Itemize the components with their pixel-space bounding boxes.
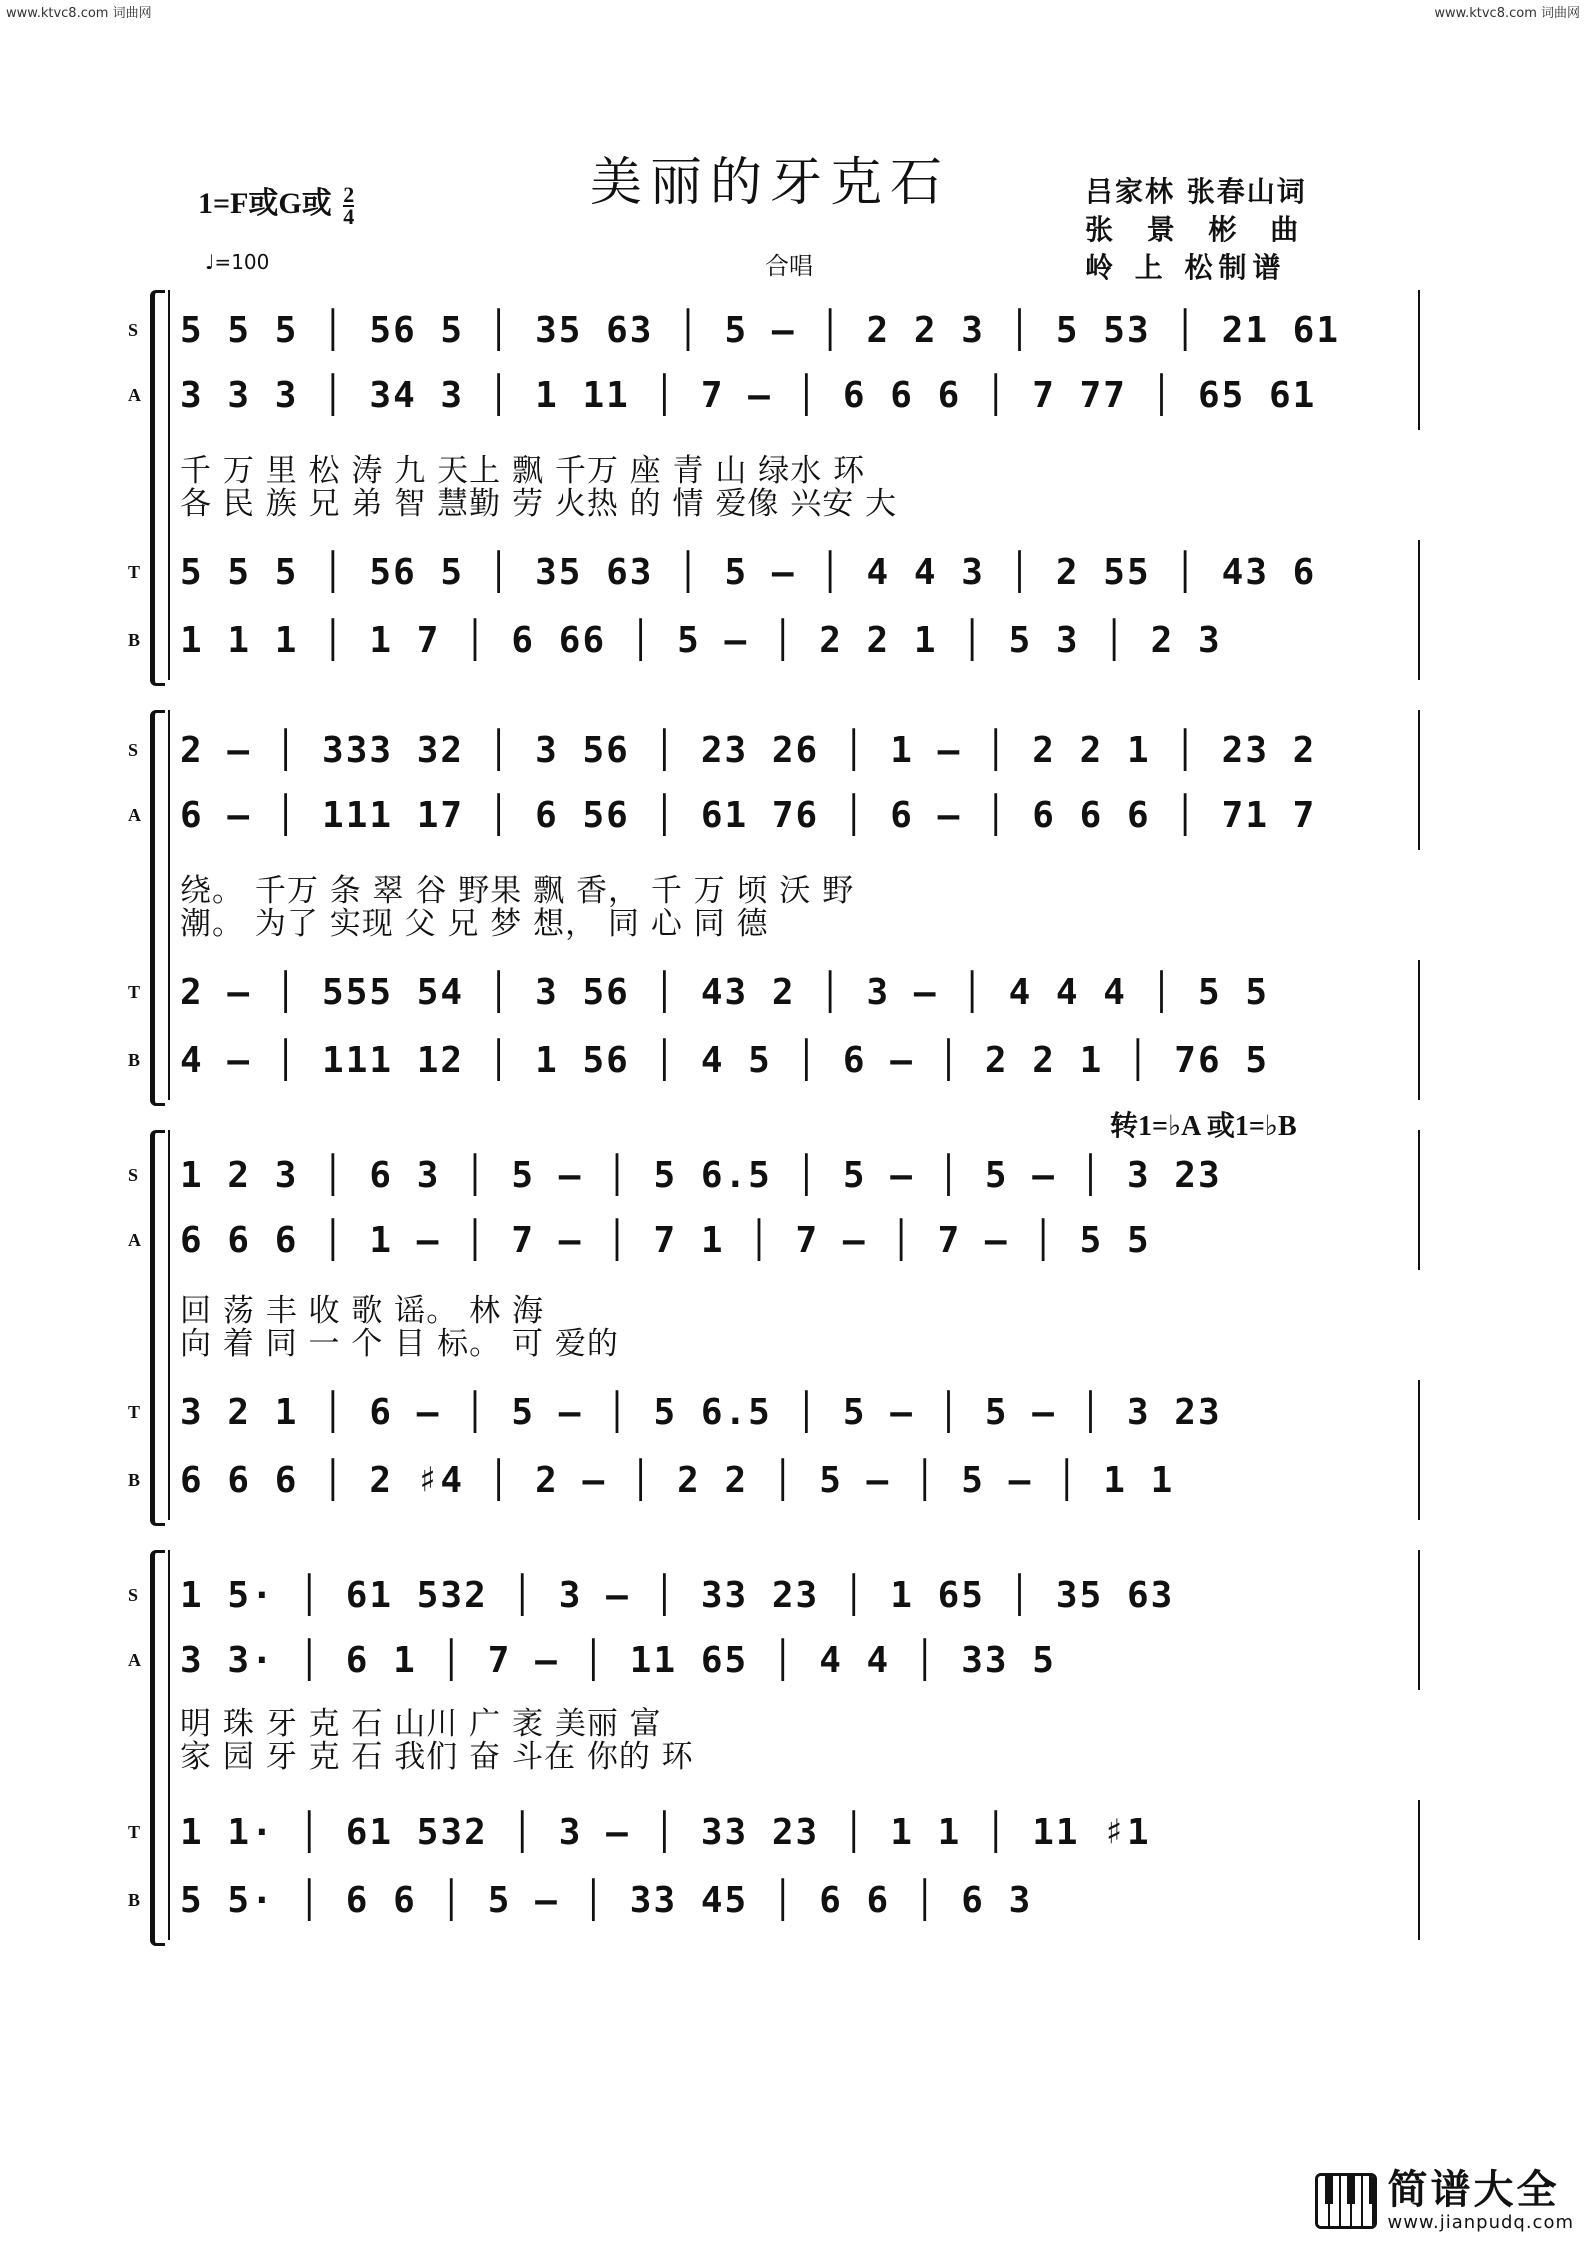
site-watermark-left: www.ktvc8.com 词曲网	[6, 6, 152, 21]
lyrics-verse-2: 各 民 族 兄 弟 智 慧勤 劳 火热 的 情 爱像 兴安 大	[180, 486, 898, 522]
chorus-label: 合唱	[765, 252, 813, 280]
system-line	[168, 290, 170, 680]
lyrics-verse-1: 绕。 千万 条 翠 谷 野果 飘 香， 千 万 顷 沃 野	[180, 873, 855, 909]
end-barline	[1418, 1550, 1420, 1690]
song-title: 美丽的牙克石	[590, 153, 951, 213]
voice-label-a: A	[128, 385, 141, 405]
modulation-mark: 转1=♭A 或1=♭B	[1110, 1111, 1297, 1142]
notes-tenor: 2 – │ 555 54 │ 3 56 │ 43 2 │ 3 – │ 4 4 4 │ 5 5	[180, 972, 1269, 1013]
system-line	[168, 1550, 170, 1940]
notes-tenor: 5 5 5 │ 56 5 │ 35 63 │ 5 – │ 4 4 3 │ 2 55 │ 43 6	[180, 552, 1317, 593]
voice-label-b: B	[128, 1050, 141, 1070]
voice-label-s: S	[128, 740, 139, 760]
notes-tenor: 3 2 1 │ 6 – │ 5 – │ 5 6.5 │ 5 – │ 5 – │ 3 23	[180, 1392, 1222, 1433]
key-signature	[198, 178, 355, 230]
voice-label-t: T	[128, 982, 141, 1002]
piano-icon	[1315, 2173, 1377, 2229]
voice-label-b: B	[128, 630, 141, 650]
notes-alto: 3 3· │ 6 1 │ 7 – │ 11 65 │ 4 4 │ 33 5	[180, 1640, 1056, 1681]
end-barline	[1418, 1800, 1420, 1940]
arranger-credit: 岭 上 松制谱	[1085, 251, 1287, 284]
notes-soprano: 2 – │ 333 32 │ 3 56 │ 23 26 │ 1 – │ 2 2 1 │ 23 2	[180, 730, 1317, 771]
voice-label-a: A	[128, 805, 141, 825]
voice-label-s: S	[128, 320, 139, 340]
system-brace	[150, 710, 165, 1106]
system-brace	[150, 1550, 165, 1946]
logo-text: 简谱大全	[1387, 2167, 1560, 2213]
lyrics-verse-1: 千 万 里 松 涛 九 天上 飘 千万 座 青 山 绿水 环	[180, 453, 866, 489]
voice-label-a: A	[128, 1650, 141, 1670]
notes-soprano: 5 5 5 │ 56 5 │ 35 63 │ 5 – │ 2 2 3 │ 5 53 │ 21 61	[180, 310, 1341, 351]
time-signature	[343, 182, 355, 230]
key-text: 1=F或G或	[198, 187, 332, 220]
end-barline	[1418, 1130, 1420, 1270]
lyricist-credit: 吕家林 张春山词	[1085, 175, 1307, 208]
voice-label-t: T	[128, 562, 141, 582]
lyrics-verse-1: 明 珠 牙 克 石 山川 广 袤 美丽 富	[180, 1706, 662, 1742]
notes-alto: 6 6 6 │ 1 – │ 7 – │ 7 1 │ 7 – │ 7 – │ 5 5	[180, 1220, 1151, 1261]
logo-url: www.jianpudq.com	[1387, 2212, 1574, 2233]
end-barline	[1418, 290, 1420, 430]
notes-soprano: 1 2 3 │ 6 3 │ 5 – │ 5 6.5 │ 5 – │ 5 – │ 3 23	[180, 1155, 1222, 1196]
voice-label-s: S	[128, 1165, 139, 1185]
voice-label-b: B	[128, 1470, 141, 1490]
site-watermark-right: www.ktvc8.com 词曲网	[1434, 6, 1580, 21]
notes-soprano: 1 5· │ 61 532 │ 3 – │ 33 23 │ 1 65 │ 35 63	[180, 1575, 1175, 1616]
notes-tenor: 1 1· │ 61 532 │ 3 – │ 33 23 │ 1 1 │ 11 ♯1	[180, 1812, 1151, 1853]
lyrics-verse-1: 回 荡 丰 收 歌 谣。 林 海	[180, 1293, 544, 1329]
time-bottom: 4	[343, 204, 355, 230]
tempo-mark: ♩=100	[205, 250, 270, 274]
end-barline	[1418, 1380, 1420, 1520]
notes-alto: 3 3 3 │ 34 3 │ 1 11 │ 7 – │ 6 6 6 │ 7 77 │ 65 61	[180, 375, 1317, 416]
lyrics-verse-2: 家 园 牙 克 石 我们 奋 斗在 你的 环	[180, 1739, 694, 1775]
voice-label-a: A	[128, 1230, 141, 1250]
notes-bass: 4 – │ 111 12 │ 1 56 │ 4 5 │ 6 – │ 2 2 1 │ 76 5	[180, 1040, 1269, 1081]
notes-alto: 6 – │ 111 17 │ 6 56 │ 61 76 │ 6 – │ 6 6 6 │ 71 7	[180, 795, 1317, 836]
composer-credit: 张 景 彬 曲	[1085, 213, 1311, 246]
notes-bass: 6 6 6 │ 2 ♯4 │ 2 – │ 2 2 │ 5 – │ 5 – │ 1 1	[180, 1460, 1175, 1501]
voice-label-t: T	[128, 1402, 141, 1422]
end-barline	[1418, 540, 1420, 680]
voice-label-b: B	[128, 1890, 141, 1910]
time-top: 2	[343, 182, 355, 208]
system-line	[168, 710, 170, 1100]
lyrics-verse-2: 潮。 为了 实现 父 兄 梦 想， 同 心 同 德	[180, 906, 769, 942]
voice-label-s: S	[128, 1585, 139, 1605]
voice-label-t: T	[128, 1822, 141, 1842]
site-logo[interactable]	[1315, 2168, 1574, 2233]
end-barline	[1418, 960, 1420, 1100]
system-line	[168, 1130, 170, 1520]
lyrics-verse-2: 向 着 同 一 个 目 标。 可 爱的	[180, 1326, 619, 1362]
end-barline	[1418, 710, 1420, 850]
system-brace	[150, 1130, 165, 1526]
system-brace	[150, 290, 165, 686]
notes-bass: 1 1 1 │ 1 7 │ 6 66 │ 5 – │ 2 2 1 │ 5 3 │ 2 3	[180, 620, 1222, 661]
notes-bass: 5 5· │ 6 6 │ 5 – │ 33 45 │ 6 6 │ 6 3	[180, 1880, 1033, 1921]
